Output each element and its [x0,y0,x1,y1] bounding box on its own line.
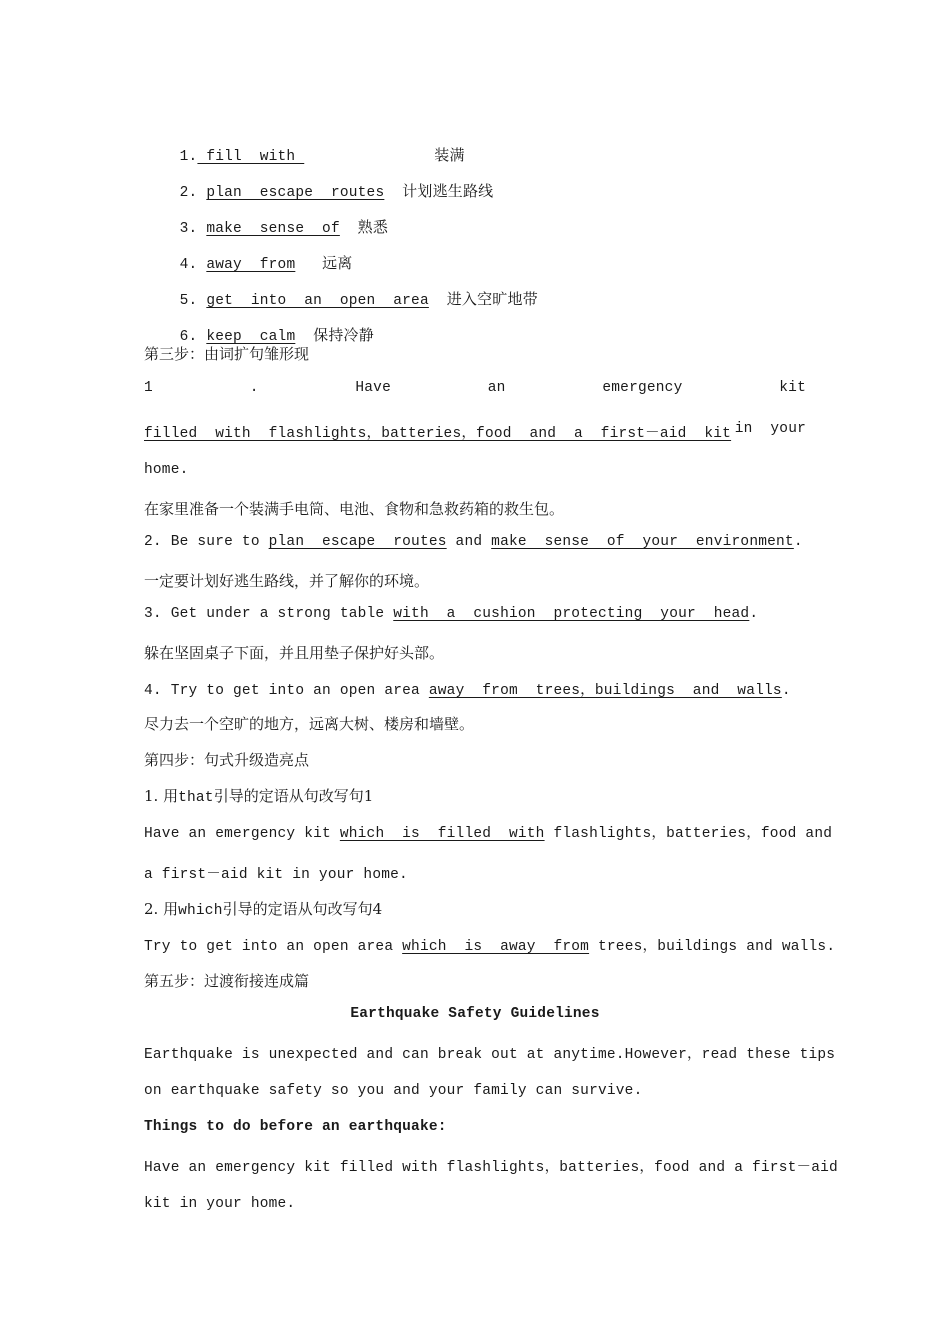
phrase-meaning: 熟悉 [357,218,389,236]
phrase-meaning: 装满 [434,146,465,164]
instruction-text: 引导的定语从句改写句1 [213,787,374,805]
sentence-3-translation: 躲在坚固桌子下面，并且用垫子保护好头部。 [144,644,445,662]
sentence-2-translation: 一定要计划好逃生路线，并了解你的环境。 [144,572,430,590]
sentence-1-line-2 [144,421,806,442]
phrase-answer: away from [206,257,296,273]
essay-title: Earthquake Safety Guidelines [350,1006,600,1022]
sentence-3 [144,606,758,622]
sentence-4-translation: 尽力去一个空旷的地方，远离大树、楼房和墙壁。 [144,715,475,733]
sentence-text: 3. Get under a strong table [144,606,394,622]
phrase-meaning: 进入空旷地带 [446,290,538,308]
instruction-text: 2. 用 [144,900,179,918]
sentence-text: and [446,534,492,550]
sentence-text: 4. Try to get into an open area [144,683,429,699]
sentence-text: trees，buildings and walls. [589,939,836,955]
instruction-text: 1. 用 [144,787,179,805]
sentence-text: . [781,683,791,699]
phrase-answer: get into an open area [206,293,429,309]
essay-paragraph-2-line-2: kit in your home. [144,1196,296,1212]
sentence-1-tail: in your [734,421,806,437]
sentence-2-answer-2: make sense of your environment [491,534,794,550]
phrase-number: 5. [179,293,198,309]
sentence-text: flashlights，batteries，food and [544,826,833,842]
word: Have [355,380,391,396]
essay-paragraph-1-line-2: on earthquake safety so you and your family can survive. [144,1083,643,1099]
sentence-text: Have an emergency kit [144,826,340,842]
sentence-3-answer: with a cushion protecting your head [393,606,750,622]
rewrite-2-instruction [144,898,382,919]
rewrite-1-line-2: a first－aid kit in your home. [144,867,408,883]
phrase-meaning: 计划逃生路线 [402,182,494,200]
rewrite-1-answer: which is filled with [339,826,545,842]
phrase-meaning: 远离 [322,254,353,272]
word: an [487,380,506,396]
essay-subheading: Things to do before an earthquake: [144,1119,447,1135]
phrase-answer: keep calm [206,329,296,345]
phrase-number: 4. [179,257,198,273]
word: kit [779,380,806,396]
sentence-1-answer: filled with flashlights，batteries，food and a first－aid kit [144,426,732,442]
sentence-4-answer: away from trees，buildings and walls [428,683,782,699]
essay-paragraph-1-line-1: Earthquake is unexpected and can break out at anytime.However，read these tips [144,1047,836,1063]
rewrite-1-instruction [144,785,373,806]
phrase-number: 3. [179,221,198,237]
sentence-2 [144,534,803,550]
rewrite-1-line-1 [144,821,832,842]
sentence-text: . [793,534,803,550]
word: . [249,380,259,396]
step5-heading: 第五步：过渡衔接连成篇 [144,972,310,990]
phrase-answer: fill with [197,149,305,165]
instruction-keyword: that [178,790,214,806]
sentence-1-line-1 [144,380,806,396]
step3-heading: 第三步：由词扩句雏形现 [144,345,310,363]
word: 1 [144,380,153,396]
sentence-text: . [749,606,759,622]
phrase-number: 2. [179,185,198,201]
word: emergency [602,380,683,396]
phrase-answer: make sense of [206,221,340,237]
sentence-text: 2. Be sure to [144,534,269,550]
sentence-text: Try to get into an open area [144,939,403,955]
sentence-2-answer-1: plan escape routes [268,534,447,550]
rewrite-2-answer: which is away from [402,939,590,955]
sentence-4 [144,678,791,699]
phrase-number: 6. [179,329,198,345]
rewrite-2 [144,934,835,955]
instruction-text: 引导的定语从句改写句4 [222,900,383,918]
essay-paragraph-2-line-1: Have an emergency kit filled with flashlights，batteries，food and a first－aid [144,1160,838,1176]
phrase-number: 1. [179,149,198,165]
instruction-keyword: which [178,903,223,919]
sentence-1-translation: 在家里准备一个装满手电筒、电池、食物和急救药箱的救生包。 [144,500,565,518]
sentence-1-line-3: home. [144,462,189,478]
step4-heading: 第四步：句式升级造亮点 [144,751,310,769]
phrase-answer: plan escape routes [206,185,385,201]
phrase-meaning: 保持冷静 [313,326,374,344]
